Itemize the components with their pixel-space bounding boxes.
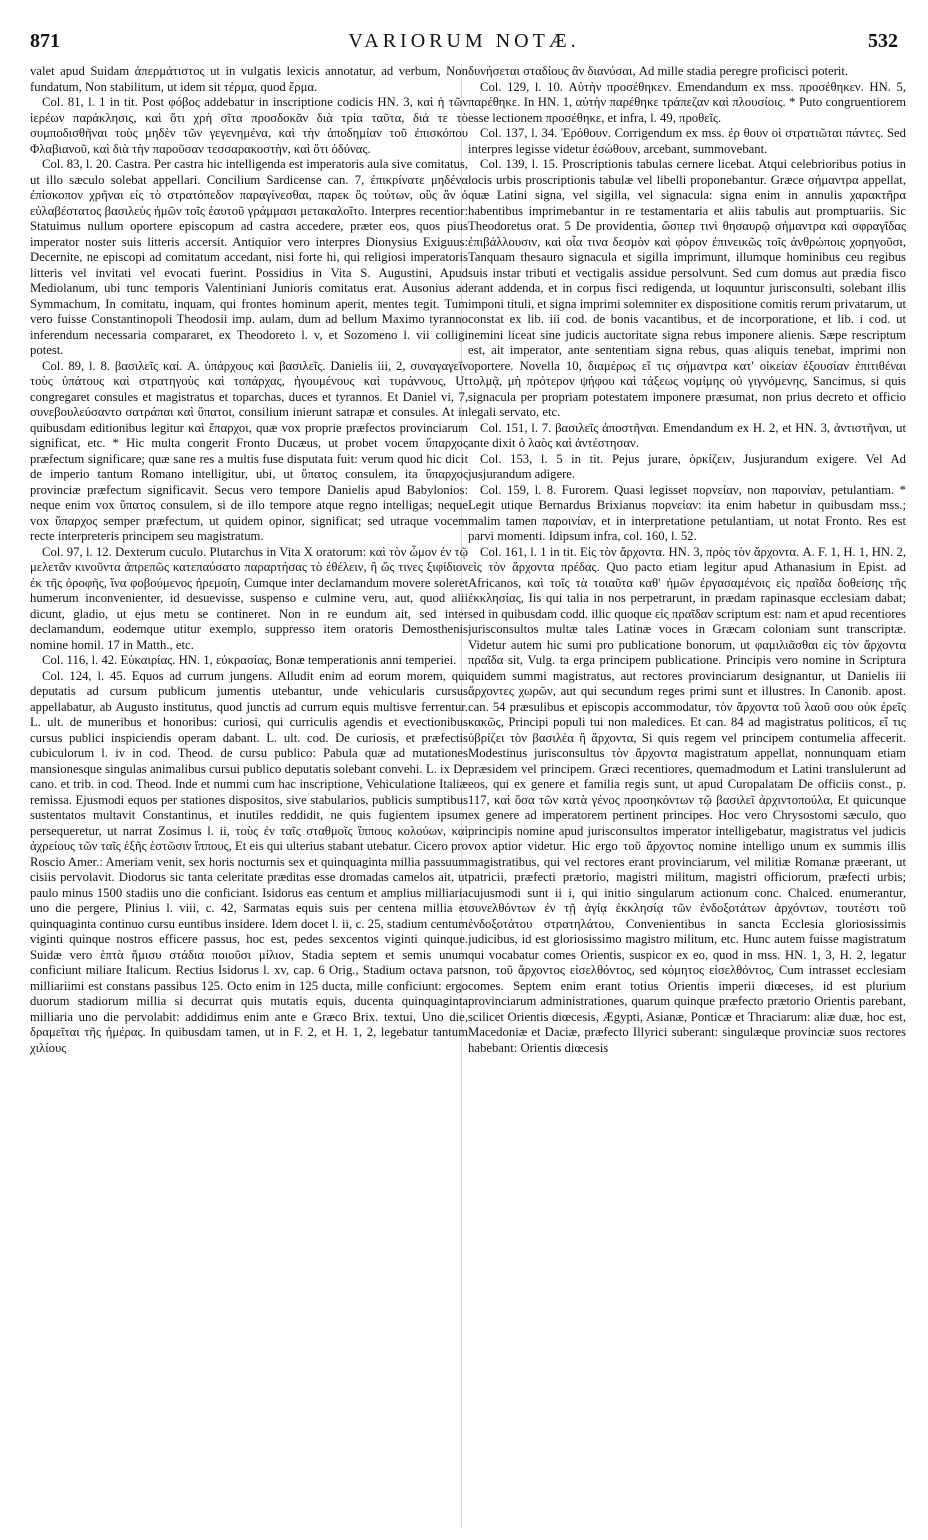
right-column <box>468 64 906 1528</box>
page-header <box>30 30 898 56</box>
note-paragraph: Col. 129, l. 10. Αὐτὴν προσέθηκεν. Emendandum ex mss. προσέθηκεν. HN. 5, παρέθηκε. In HN. 1, αὐτὴν παρέθηκε τράπεζαν καὶ πλουσίοις. * Puto congruentiorem esse lectionem προσέθηκε, et infra, l. 49, προθεῖς. <box>468 79 906 125</box>
note-paragraph: Col. 81, l. 1 in tit. Post φόβος addebatur in inscriptione codicis HN. 3, καὶ ἡ τῶν ἱερέων παράκλησις, καὶ ὅτι χρὴ σῖτα προσδοκᾶν διὰ τρία ταῦτα, διά τε τὸ συμποδισθῆναι τοὺς μηδὲν τῶν γεγενημένα, καὶ τὴν ἀποδημίαν τοῦ ἐπισκόπου Φλαβιανοῦ, καὶ διὰ τὴν παροῦσαν τεσσαρακοστὴν, καὶ ὅτι ὀδύνας. <box>30 95 468 156</box>
note-paragraph: Col. 124, l. 45. Equos ad currum jungens. Alludit enim ad eorum morem, qui deputatis ad cursum publicum jumentis utebantur, unde vehicularis cursus appellabatur, ab Augusto institutus, quod junctis ad currum equis multisve ferrentur. L. ult. de muneribus et honoribus: curiosi, qui curriculis agendis et evectionibus cursus publici inspiciendis operam dabant. L. ult. cod. De curiosis, et præfectis cubiculorum l. iv in cod. Theod. de cursu publico: Pabula quæ ad mutationes mansionesque singulas animalibus cursui publico deputatis solebant convehi. L. ix De cano. et trib. in cod. Theod. Inde et nummi cum hac inscriptione, Vehiculatione Italiæ remissa. Ejusmodi equos per stationes dispositos, sive stabularios, publicis sumptibus sustentatos multavit Constantinus, et inutiles reddidit, ne quis fugientem ipsum persequeretur, ut narrat Zosimus l. ii, τοὺς ἐν ταῖς σταθμοῖς ἵππους κολούων, καὶ ἀχρείους τῶν ταῖς ἑξῆς ἑστῶσιν ἵππους, Et eis qui ulterius stabant utebatur. Cicero pro Roscio Amer.: Ameriam venit, sex horis nocturnis sex et quinquaginta millia passuum cisiis pervolavit. Diodorus sic tanta celeritate præditas esse dromadas camelos ait, ut paulo minus 1500 stadiis uno die conficiant. Isidorus eas centum et amplius milliaria uno die pergere, Plinius l. viii, c. 42, Sarmatas equis suis per centena millia et quinquaginta continuo cursu euntibus insidere. Idem docet l. ii, c. 25, stadium centum viginti quinque nostros efficere passus, hoc est, pedes sexcentos viginti quinque. Suidæ vero ἑπτὰ ἥμισυ στάδια ποιοῦσι μίλιον, Stadia septem et semis unum conficiunt miliare Italicum. Rectius Isidorus l. xv, cap. 6 Orig., Stadium octava pars milliariimi est constans passibus 125. Octo enim in 125 ducta, mille conficiunt: ergo duorum stadiorum millia si decurrat quis mutatis equis, ducenta quinquaginta milliaria uno die pervolabit: addidimus enim ante e Græco Brix. textui, Uno die, δραμεῖται τῆς ἡμέρας. In quibusdam tamen, ut in F. 2, et H. 1, 2, legebatur tantum χιλίους <box>30 668 468 1055</box>
note-paragraph: Col. 153, l. 5 in tit. Pejus jurare, ὁρκίζειν, Jusjurandum exigere. Vel Ad jusjurandum adigere. <box>468 451 906 481</box>
running-title: VARIORUM NOTÆ. <box>348 30 580 52</box>
left-column <box>30 64 468 1528</box>
note-paragraph: Col. 116, l. 42. Εὐκαιρίας. HN. 1, εὐκρασίας, Bonæ temperationis anni temperiei. <box>42 653 457 667</box>
note-paragraph: Col. 97, l. 12. Dexterum cuculo. Plutarchus in Vita X oratorum: καὶ τὸν ὦμον ἐν τῷ μελετᾶν κινοῦντα ἀπρεπῶς κατεπαύσατο παραρτήσας τὸ ἐθέλειν, ἢ ὥς τινες ξιφίδιον ἐκ τῆς ὀροφῆς, ἵνα φοβούμενος ἠρεμοίη, Cumque inter declamandum movere soleret humerum inconvenienter, id desuevisse, suspenso e culmine veru, aut, quod alii dicunt, gladio, ut ejus metu se contineret. Non in re eundum ait, sed inter declamandum, eodemque utitur exemplo, suppresso item oratoris Demosthenis nomine homil. 17 in Matth., etc. <box>30 544 468 652</box>
note-paragraph: Col. 83, l. 20. Castra. Per castra hic intelligenda est imperatoris aula sive comitatus, ut illo sæculo solebat appellari. Concilium Sardicense can. 7, ἐπικρίνατε μηδένα ἐπίσκοπον χρῆναι εἰς τὸ στρατόπεδον παραγίνεσθαι, παρεκ ὅς τούτων, οὓς ἂν ὁ εὐλαβέστατος βασιλεὺς ἡμῶν τοῖς ἑαυτοῦ γράμμασι μετακαλοῖτο. Interpres recentior: Statuimus nullum oportere episcopum ad castra accedere, præter eos, quos pius imperator noster suis litteris accersit. Antiquior vero interpres Dionysius Exiguus: Decernite, ne episcopi ad comitatum accedant, nisi forte hi, qui religiosi imperatoris litteris vel invitati vel evocati fuerint. Possidius in Vita S. Augustini, Apud Mediolanum, ubi tunc temporis Valentiniani Junioris comitatus erat. Ausonius ad Symmachum, In comitatu, inquam, qui frontes hominum aperit, mentes tegit. Tum vero fuisse Constantinopoli Theodosii imp. aulam, dum ad bellum Maximo tyranno inferendum necessaria compararet, ex Theodoreto l. v, et Sozomeno l. vii colligi potest. <box>30 157 468 357</box>
note-paragraph: Col. 89, l. 8. βασιλεῖς καί. A. ὑπάρχους καὶ βασιλεῖς. Danielis iii, 2, συναγαγεῖν τοὺς ὑπάτους καὶ στρατηγοὺς καὶ τοπάρχας, ἡγουμένους καὶ τυράννους, Ut congregaret consules et magistratus et toparchas, duces et tyrannos. Et Daniel vi, 7, συνεβουλεύσαντο σατράπαι καὶ ὕπατοι, consilium inierunt satrapæ et consules. At in quibusdam editionibus legitur καὶ ἔπαρχοι, quæ vox proprie præfectos provinciarum significat, etc. * Hic multa congerit Fronto Ducæus, ut probet vocem ὕπαρχος præfectum significare; quæ sane res a multis fuse disputata fuit: verum quod hic dicit de imperio tantum Romano intelligitur, ubi, ut ὕπατος consulem, ita ὕπαρχος provinciæ præfectum significavit. Secus vero tempore Danielis apud Babylonios: neque enim vox ὕπατος consulem, si de illo tempore atque regno intelligas; neque vox ὕπαρχος semper præfectum, ut quidem opinor, significat; sed utraque vocem recte interpreteris principem seu magistratum. <box>30 358 468 543</box>
page-number-left: 871 <box>30 30 60 52</box>
note-paragraph: δυνήσεται σταδίους ἂν διανύσαι, Ad mille stadia peregre proficisci poterit. <box>468 64 849 78</box>
note-paragraph: Col. 139, l. 15. Proscriptionis tabulas cernere licebat. Atqui celebrioribus potius in locis urbis proscriptionis tabulæ vel libelli proponebantur. Græce σήμαντρα appellat, quæ Latini signa, vel sigilla, vel signacula: signa enim in annulis χαρακτῆρα habentibus imprimebantur in re testamentaria et aliis tabulis aut promptuariis. Sic Theodoretus orat. 5 De providentia, ὥσπερ τινὶ θησαυρῷ σήμαντρα καὶ σφραγῖδας ἐπιβάλλουσιν, καὶ οἷα τινα δεσμὸν καὶ φόρον ἐπινεικῶς τοῖς ἀνθρώποις χορηγοῦσι, Tanquam thesauro signacula et sigilla imprimunt, illumque hominibus ceu regibus suis instar tributi et vectigalis assidue persolvunt. Sed cum domus aut prædia fisco erant addenda, et in corpus fisci redigenda, ut loquuntur jurisconsulti, solebant illis imponi tituli, et signa imprimi solemniter ex dispositione comitis rerum privatarum, ut constat ex lib. iii cod. de bonis vacantibus, et de incorporatione, et lib. i cod. ut nemini liceat sine judicis auctoritate signa rebus imponere alienis. Sæpe rescriptum est, ait imperator, ante sententiam signa rebus, quas aliquis tenebat, imprimi non oportere. Novella 10, διαμέρως εἴ τις σήμαντρα κατ' οἰκείαν ἐξουσίαν ἐπιτιθέναι τολμᾷ, μὴ πρότερον ψήφου καὶ τάξεως νομίμης οὐ γιγνόμενης, Sancimus, si quis signacula per propriam potestatem imponere præsumat, non prius decreto et officio legali servato, etc. <box>468 157 906 419</box>
note-paragraph: Col. 137, l. 34. Ἐρόθουν. Corrigendum ex mss. ἐρ θουν οἱ στρατιῶται πάντες. Sed interpres legisse videtur ἐσώθουν, arcebant, summovebant. <box>468 126 906 156</box>
note-paragraph: Col. 151, l. 7. βασιλεῖς ἀποστῆναι. Emendandum ex H. 2, et HN. 3, ἀντιστῆναι, ut ante dixit ὁ λαὸς καὶ ἀντέστησαν. <box>468 420 906 450</box>
note-paragraph: Col. 159, l. 8. Furorem. Quasi legisset πορνείαν, non παροινίαν, petulantiam. * Legit utique Bernardus Brixianus πορνείαν: ita enim habetur in quibusdam mss.; malim tamen παροινίαν, et in interpretatione petulantiam, ut notat Fronto. Res est parvi momenti. Idipsum infra, col. 160, l. 52. <box>468 482 906 543</box>
note-paragraph: valet apud Suidam ἀπερμάτιστος ut in vulgatis lexicis annotatur, ad verbum, Non fundatum, Non stabilitum, ut idem sit τέρμα, quod ἔρμα. <box>30 64 468 94</box>
page-number-right: 532 <box>868 30 898 52</box>
column-divider <box>461 64 462 1528</box>
note-paragraph: Col. 161, l. 1 in tit. Εἰς τὸν ἄρχοντα. HN. 3, πρὸς τὸν ἄρχοντα. A. F. 1, H. 1, HN. 2, εἰς τὸν ἄρχοντα πρέδας. Quo pacto etiam legitur apud Athanasium in Epist. ad Africanos, καὶ τοῖς τὰ τοιαῦτα καθ' ἡμῶν ἐργασαμένοις εἰς πραῖδα δοθείσης τῆς ἐκκλησίας, Iis qui talia in nos perpetrarunt, in prædam rapinasque ecclesiam dabat; sed in quibusdam codd. illic quoque εἰς πραῖδαν scriptum est: nam et apud recentiores jurisconsultos multæ tales Latinæ voces in Græcam coloniam sunt transcriptæ. Videtur autem hic sumi pro publicatione bonorum, ut φαμιλιᾶσθαι εἰς τὸν ἄρχοντα πραῖδα sit, Vulg. ta erga principem publicatione. Principis vero nomine in Scriptura quidem summi magistratus, aut rectores provinciarum designantur, ut Danielis iii ἄρχοντες χωρῶν, aut qui secundum reges primi sunt et illustres. In Canonib. apost. can. 54 præsulibus et episcopis accommodatur, τὸν ἄρχοντα τοῦ λαοῦ σου οὐκ ἐρεῖς κακῶς, Principi populi tui non maledices. Et can. 84 ad magistratus politicos, εἴ τις ὑβρίζει τὸν βασιλέα ἢ ἄρχοντα, Si quis regem vel principem contumelia affecerit. Modestinus jurisconsultus τὸν ἄρχοντα magistratum appellat, nonnunquam etiam præsidem vel principem. Græci recentiores, quemadmodum et Latini translulerunt ad eos, qui ex genere et familia regis sunt, ut apud Curopalatam De officiis const., p. 117, καὶ ὅσα τῶν κατὰ γένος προσηκόντων τῷ βασιλεῖ ἀρχιντοπούλα, Et quicunque ex genere ad imperatorem pertinent principes. Hoc vero Chrysostomi sæculo, quo principis nomine apud jurisconsultos imperator intelligebatur, magistratus vel judicis vox aptior videtur. Hic ergo τοῦ ἄρχοντος nomine intelligo unum ex summis illis magistratibus, qui vel rectores erant provinciarum, vel militiæ Romanæ præerant, ut patricii, præfecti prætorio, magistri militum, magistri officiorum, præfecti urbis; cujusmodi sunt ii i, qui initio singularum actionum conc. Chalced. enumerantur, συνελθόντων ἐν τῇ ἁγίᾳ ἐκκλησίᾳ τῶν ἐνδοξοτάτων ἀρχόντων, τουτέστι τοῦ ἐνδοξοτάτου στρατηλάτου, Convenientibus in sancta Ecclesia gloriosissimis judicibus, id est gloriosissimo magistro militum, etc. Hunc autem fuisse magistratum qui vocabatur comes Orientis, suspicor ex eo, quod in mss. HN. 1, 3, H. 2, legatur non, τοῦ ἄρχοντος εἰσελθόντος, sed κόμητος εἰσελθόντος, Cum intrasset ecclesiam comes. Septem enim erant totius Orientis imperii diœceses, id est plurium provinciarum administrationes, quarum quinque præfecto prætorio Orientis parebant, scilicet Orientis diœcesis, Ægypti, Asianæ, Ponticæ et Thraciarum: aliæ duæ, hoc est, Macedoniæ et Daciæ, præfecto Illyrici suberant: singulæque provinciæ suos rectores habebant: Orientis diœcesis <box>468 544 906 1055</box>
